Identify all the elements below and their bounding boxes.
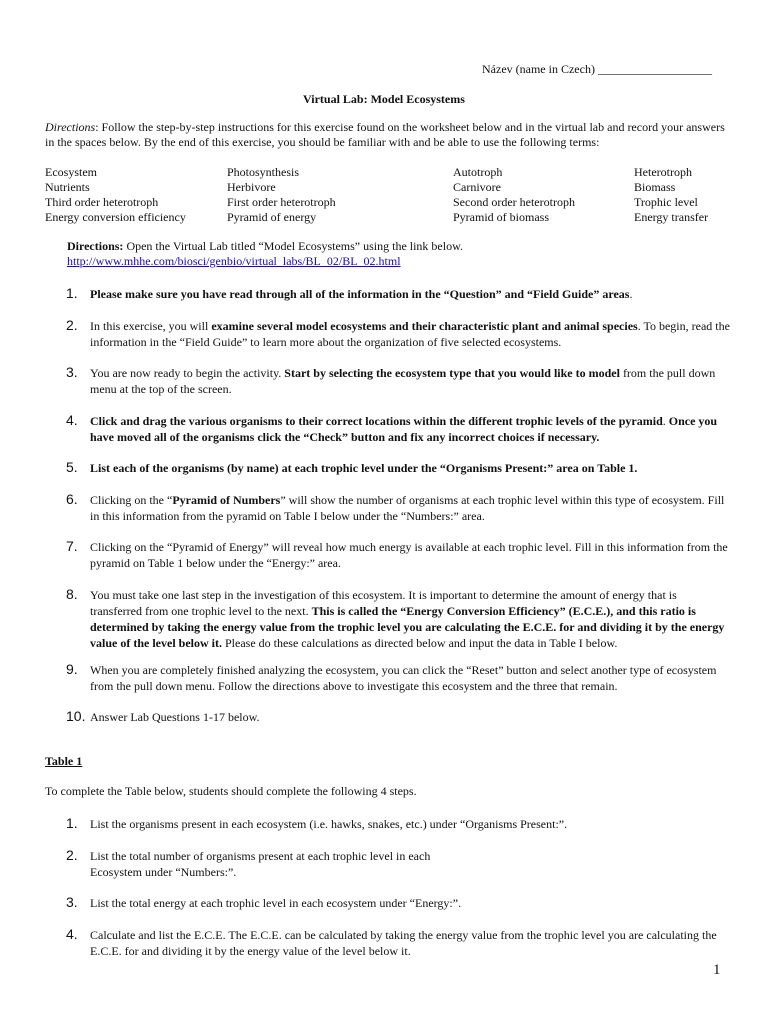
page-title: Virtual Lab: Model Ecosystems <box>303 92 465 106</box>
term-item: Carnivore <box>453 180 501 194</box>
term-item: Nutrients <box>45 180 90 194</box>
lab-directions <box>67 239 737 269</box>
term-item: Energy transfer <box>634 210 709 224</box>
term-item: Ecosystem <box>45 165 97 179</box>
step-text-bold: List each of the organisms (by name) at each trophic level under the “Organisms Present:” area on Table 1. <box>90 461 638 475</box>
step-number: 2. <box>66 847 78 863</box>
table1-intro: To complete the Table below, students should complete the following 4 steps. <box>45 784 417 798</box>
step-number: 7. <box>66 538 78 554</box>
step-text <box>90 492 730 524</box>
step-text-plain: ” will show the number of organisms at each trophic level within this type of ecosystem. Fill in this information from the pyramid on Table I below under the “Numbers:” area. <box>90 493 725 523</box>
step-text-plain: List the total number of organisms present at each trophic level in each <box>90 849 431 863</box>
step-text <box>90 318 730 350</box>
step-text <box>90 286 730 302</box>
step-text-bold: This is called the “Energy Conversion Efficiency” (E.C.E.), and this ratio is determined by taking the energy value from the trophic level you are calculating the E.C.E. for and dividing it by the energy value of the level below it. <box>90 604 725 650</box>
step-text-bold: Pyramid of Numbers <box>172 493 281 507</box>
page-number: 1 <box>713 962 721 978</box>
step-number: 4. <box>66 926 78 942</box>
step-text-bold: Once you have moved all of the organisms click the “Check” button and fix any incorrect choices if necessary. <box>90 414 718 444</box>
term-item: Pyramid of energy <box>227 210 317 224</box>
directions-paragraph <box>45 120 735 150</box>
step-text-plain: . <box>629 287 633 301</box>
term-item: Trophic level <box>634 195 698 209</box>
step-number: 1. <box>66 815 78 831</box>
step-text-plain: Please do these calculations as directed below and input the data in Table I below. <box>221 636 618 650</box>
student-name-line[interactable]: Název (name in Czech) ___________________ <box>482 62 712 76</box>
step-text-bold: Please make sure you have read through all of the information in the “Question” and “Field Guide” areas <box>90 287 630 301</box>
term-item: Autotroph <box>453 165 503 179</box>
step-text-bold: Start by selecting the ecosystem type that you would like to model <box>284 366 620 380</box>
lab-directions-label: Directions: <box>67 239 124 253</box>
term-item: Herbivore <box>227 180 276 194</box>
step-text-plain: Clicking on the “ <box>90 493 173 507</box>
terms-list <box>45 165 745 225</box>
step-text-plain: Calculate and list the E.C.E. The E.C.E. can be calculated by taking the energy value from the trophic level you are calculating the E.C.E. for and dividing it by the energy value of the level below it. <box>90 928 717 958</box>
directions-label: Directions <box>45 120 96 134</box>
step-text <box>90 816 730 832</box>
step-number: 1. <box>66 285 78 301</box>
step-text-plain: When you are completely finished analyzing the ecosystem, you can click the “Reset” button and select another type of ecosystem from the pull down menu. Follow the directions above to investigate this ecosystem and the three that remain. <box>90 663 717 693</box>
table1-heading: Table 1 <box>45 754 83 768</box>
virtual-lab-link[interactable]: http://www.mhhe.com/biosci/genbio/virtual_labs/BL_02/BL_02.html <box>67 254 401 268</box>
step-text <box>90 848 730 880</box>
term-item: Photosynthesis <box>227 165 300 179</box>
term-item: Heterotroph <box>634 165 692 179</box>
step-text-bold: examine several model ecosystems and their characteristic plant and animal species <box>211 319 638 333</box>
term-item: Biomass <box>634 180 676 194</box>
step-text <box>90 413 730 445</box>
term-item: Pyramid of biomass <box>453 210 549 224</box>
step-text <box>90 365 730 397</box>
directions-text: : Follow the step-by-step instructions for this exercise found on the worksheet below and in the virtual lab and record your answers in the spaces below. By the end of this exercise, you should be familiar with and be able to use the following terms: <box>45 120 725 149</box>
term-item: Third order heterotroph <box>45 195 159 209</box>
step-text-plain: Answer Lab Questions 1-17 below. <box>90 710 260 724</box>
step-number: 5. <box>66 459 78 475</box>
step-number: 6. <box>66 491 78 507</box>
step-number: 3. <box>66 364 78 380</box>
step-text <box>90 539 730 571</box>
step-number: 8. <box>66 586 78 602</box>
term-item: Energy conversion efficiency <box>45 210 186 224</box>
step-text-plain: You are now ready to begin the activity. <box>90 366 285 380</box>
step-number: 2. <box>66 317 78 333</box>
step-text <box>90 587 730 651</box>
step-number: 3. <box>66 894 78 910</box>
step-text-plain: List the total energy at each trophic level in each ecosystem under “Energy:”. <box>90 896 462 910</box>
step-text-plain: . To begin, read the information in the “Field Guide” to learn more about the organization of five selected ecosystems. <box>90 319 730 349</box>
step-text <box>90 709 730 725</box>
step-text <box>90 927 730 959</box>
step-number: 9. <box>66 661 78 677</box>
step-text <box>90 460 730 476</box>
term-item: Second order heterotroph <box>453 195 575 209</box>
step-text-plain: In this exercise, you will <box>90 319 212 333</box>
step-text-bold: Click and drag the various organisms to their correct locations within the different trophic levels of the pyramid <box>90 414 663 428</box>
step-text-plain: from the pull down menu at the top of the screen. <box>90 366 716 396</box>
step-text-plain: Clicking on the “Pyramid of Energy” will reveal how much energy is available at each trophic level. Fill in this information from the pyramid on Table 1 below under the “Energy:” area. <box>90 540 728 570</box>
step-text-plain: . <box>662 414 669 428</box>
step-text-plain: You must take one last step in the investigation of this ecosystem. It is important to determine the amount of energy that is transferred from one trophic level to the next. <box>90 588 677 618</box>
step-text <box>90 662 730 694</box>
lab-directions-text: Open the Virtual Lab titled “Model Ecosystems” using the link below. <box>123 239 463 253</box>
step-text-plain: Ecosystem under “Numbers:”. <box>90 865 237 879</box>
step-number: 10. <box>66 708 86 724</box>
step-text-plain: List the organisms present in each ecosystem (i.e. hawks, snakes, etc.) under “Organisms Present:”. <box>90 817 568 831</box>
step-text <box>90 895 730 911</box>
term-item: First order heterotroph <box>227 195 336 209</box>
step-number: 4. <box>66 412 78 428</box>
